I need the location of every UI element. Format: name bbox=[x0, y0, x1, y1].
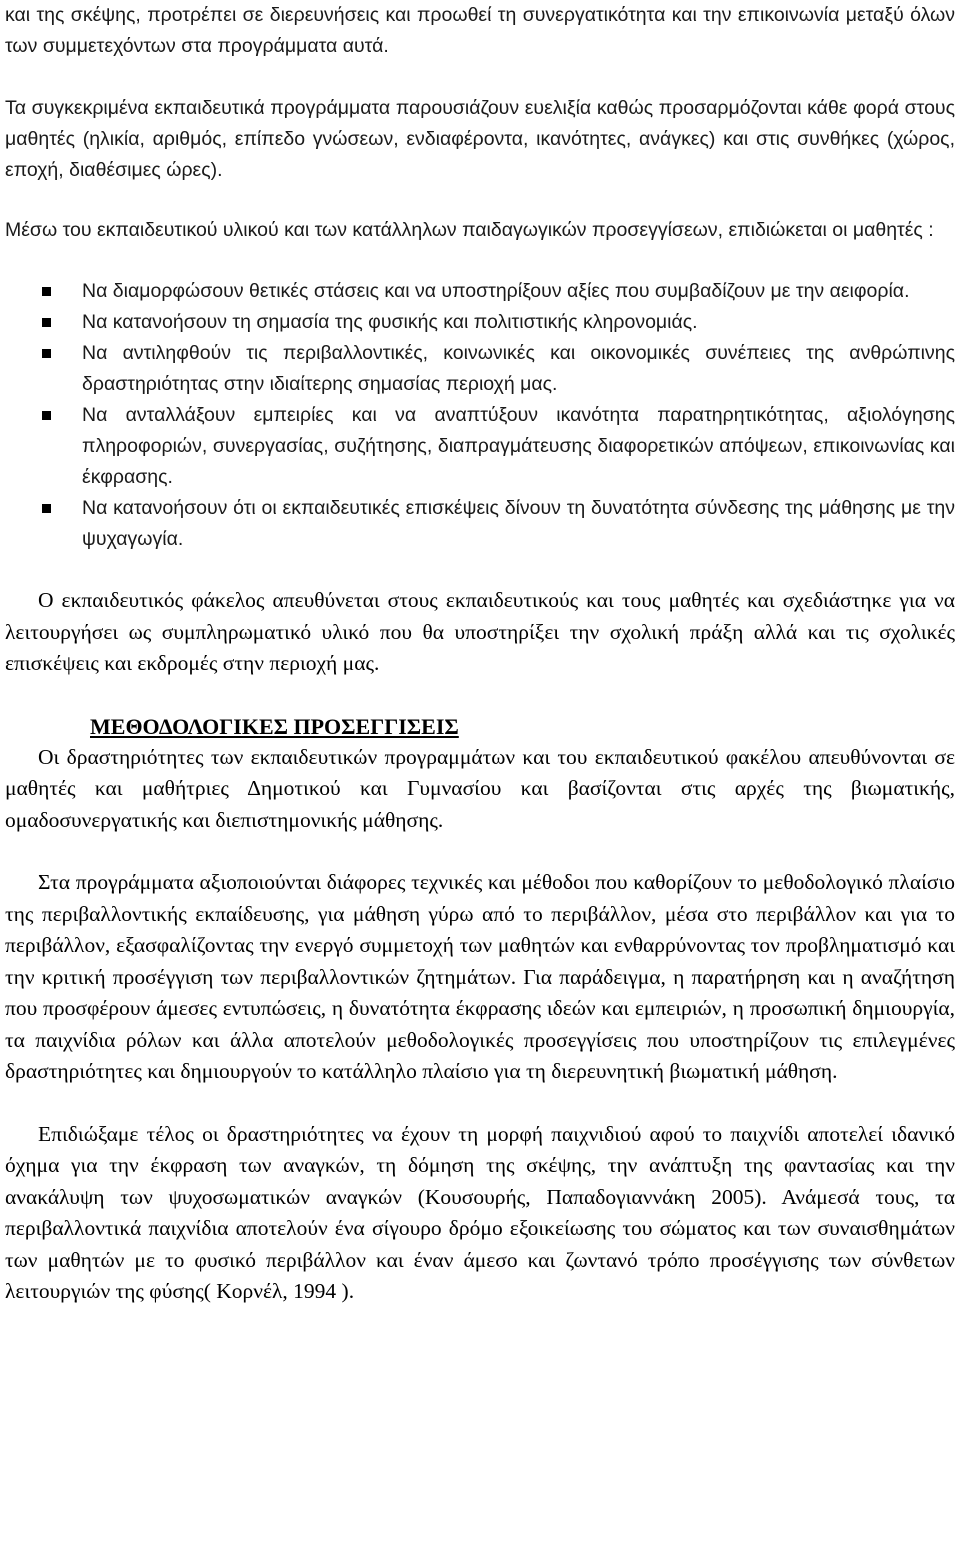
goals-list-item-text: Να κατανοήσουν τη σημασία της φυσικής και πολιτιστικής κληρονομιάς. bbox=[82, 311, 698, 333]
section-heading: ΜΕΘΟΔΟΛΟΓΙΚΕΣ ΠΡΟΣΕΓΓΙΣΕΙΣ bbox=[90, 713, 459, 739]
goals-list-item bbox=[5, 307, 955, 338]
method-paragraph-3: Επιδιώξαμε τέλος οι δραστηριότητες να έχουν τη μορφή παιχνιδιού αφού το παιχνίδι αποτελεί ιδανικό όχημα για την έκφραση των αναγκών, τη δόμηση της σκέψης, την ανάπτυξη της φαντασίας και την ανακάλυψη των ψυχοσωματικών αναγκών (Κουσουρής, Παπαδογιαννάκη 2005). Ανάμεσά τους, τα περιβαλλοντικά παιχνίδια αποτελούν ένα σίγουρο δρόμο εξοικείωσης του σώματος και των συναισθημάτων των μαθητών με το φυσικό περιβάλλον και έναν άμεσο και ζωντανό τρόπο προσέγγισης των σύνθετων λειτουργιών της φύσης( Κορνέλ, 1994 ). bbox=[5, 1121, 955, 1303]
goals-list-item-text: Να αντιληφθούν τις περιβαλλοντικές, κοινωνικές και οικονομικές συνέπειες της ανθρώπινης δραστηριότητας στην ιδιαίτερης σημασίας περιοχή μας. bbox=[82, 342, 955, 395]
goals-list-item bbox=[5, 276, 955, 307]
goals-list-item-text: Να ανταλλάξουν εμπειρίες και να αναπτύξουν ικανότητα παρατηρητικότητας, αξιολόγησης πληροφοριών, συνεργασίας, συζήτησης, διαπραγμάτευσης διαφορετικών απόψεων, επικοινωνίας και έκφρασης. bbox=[82, 404, 955, 488]
goals-list-item bbox=[5, 400, 955, 493]
folder-paragraph: Ο εκπαιδευτικός φάκελος απευθύνεται στους εκπαιδευτικούς και τους μαθητές και σχεδιάστηκε για να λειτουργήσει ως συμπληρωματικό υλικό που θα υποστηρίξει την σχολική πράξη αλλά και τις σχολικές επισκέψεις και εκδρομές στην περιοχή μας. bbox=[5, 588, 955, 675]
goals-list-item-text: Να διαμορφώσουν θετικές στάσεις και να υποστηρίξουν αξίες που συμβαδίζουν με την αειφορία. bbox=[82, 280, 910, 302]
intro-paragraph-3: Μέσω του εκπαιδευτικού υλικού και των κατάλληλων παιδαγωγικών προσεγγίσεων, επιδιώκεται οι μαθητές : bbox=[5, 219, 934, 241]
intro-paragraph-1: και της σκέψης, προτρέπει σε διερευνήσεις και προωθεί τη συνεργατικότητα και την επικοινωνία μεταξύ όλων των συμμετεχόντων στα προγράμματα αυτά. bbox=[5, 4, 955, 57]
goals-list-item bbox=[5, 338, 955, 400]
method-paragraph-2: Στα προγράμματα αξιοποιούνται διάφορες τεχνικές και μέθοδοι που καθορίζουν το μεθοδολογικό πλαίσιο της περιβαλλοντικής εκπαίδευσης, για μάθηση γύρω από το περιβάλλον, μέσα στο περιβάλλον και για το περιβάλλον, εξασφαλίζοντας την ενεργό συμμετοχή των μαθητών και ενθαρρύνοντας τον προβληματισμό και την κριτική προσέγγιση των περιβαλλοντικών ζητημάτων. Για παράδειγμα, η παρατήρηση και η αναζήτηση που προσφέρουν άμεσες εντυπώσεις, η δυνατότητα έκφρασης ιδεών και εμπειριών, η προσωπική δημιουργία, τα παιχνίδια ρόλων και άλλα αποτελούν μεθοδολογικές προσεγγίσεις που υποστηρίζουν τις επιλεγμένες δραστηριότητες και δημιουργούν το κατάλληλο πλαίσιο για τη διερευνητική βιωματική μάθηση. bbox=[5, 870, 955, 1083]
goals-list-item bbox=[5, 493, 955, 555]
square-bullet-icon bbox=[42, 349, 51, 358]
goals-list bbox=[5, 276, 955, 555]
document-page bbox=[5, 0, 955, 1308]
square-bullet-icon bbox=[42, 287, 51, 296]
square-bullet-icon bbox=[42, 411, 51, 420]
goals-list-item-text: Να κατανοήσουν ότι οι εκπαιδευτικές επισκέψεις δίνουν τη δυνατότητα σύνδεσης της μάθησης με την ψυχαγωγία. bbox=[82, 497, 955, 550]
square-bullet-icon bbox=[42, 318, 51, 327]
method-paragraph-1: Οι δραστηριότητες των εκπαιδευτικών προγραμμάτων και του εκπαιδευτικού φακέλου απευθύνονται σε μαθητές και μαθήτριες Δημοτικού και Γυμνασίου και βασίζονται στις αρχές της βιωματικής, ομαδοσυνεργατικής και διεπιστημονικής μάθησης. bbox=[5, 744, 955, 832]
square-bullet-icon bbox=[42, 504, 51, 513]
intro-paragraph-2: Τα συγκεκριμένα εκπαιδευτικά προγράμματα παρουσιάζουν ευελιξία καθώς προσαρμόζονται κάθε φορά στους μαθητές (ηλικία, αριθμός, επίπεδο γνώσεων, ενδιαφέροντα, ικανότητες, ανάγκες) και στις συνθήκες (χώρος, εποχή, διαθέσιμες ώρες). bbox=[5, 97, 955, 181]
